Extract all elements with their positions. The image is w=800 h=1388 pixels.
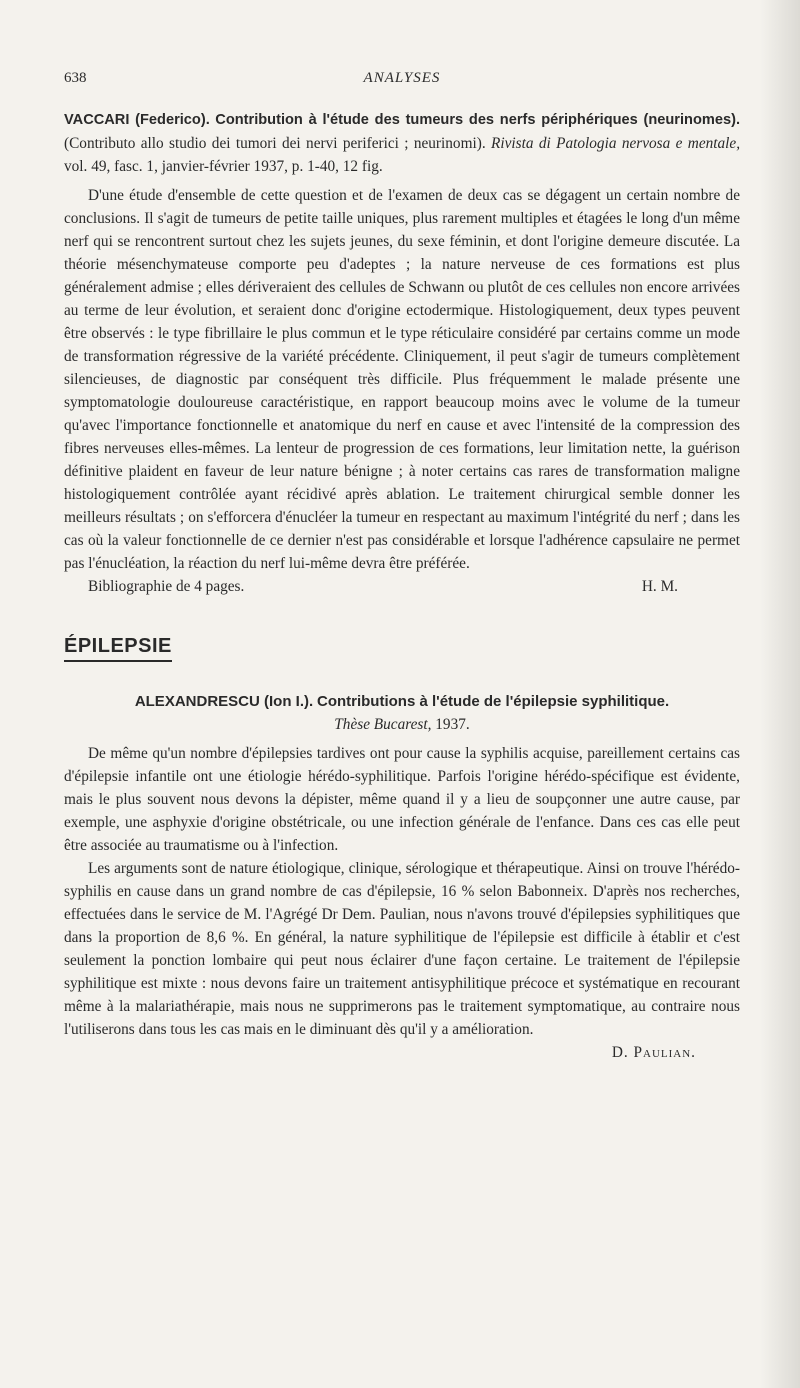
article2-heading — [64, 690, 740, 736]
article2-source: Thèse Bucarest, — [334, 716, 432, 733]
article1-journal: Rivista di Patologia nervosa e mentale, — [491, 135, 741, 152]
running-title: ANALYSES — [363, 70, 441, 86]
article2-paragraph-1: De même qu'un nombre d'épilepsies tardives ont pour cause la syphilis acquise, pareillement certains cas d'épilepsie infantile ont une étiologie hérédo-syphilitique. Parfois l'origine hérédo-spécifique est évidente, mais le plus souvent nous devons la dépister, même quand il y a lieu de soupçonner une autre cause, par exemple, une asphyxie d'origine obstétricale, ou une infection générale de l'enfance. Dans ces cas elle peut être associée au traumatisme ou à l'infection. — [64, 745, 740, 854]
page-header — [64, 70, 740, 98]
article1-bibliography: Bibliographie de 4 pages. — [88, 578, 245, 595]
article2-signature: D. Paulian. — [611, 1044, 696, 1061]
article1-original-title: (Contributo allo studio dei tumori dei nervi periferici ; neurinomi). — [64, 135, 486, 152]
article1-author: VACCARI (Federico). — [64, 112, 210, 128]
page-number: 638 — [64, 70, 87, 86]
article1-title: Contribution à l'étude des tumeurs des nerfs périphériques (neurinomes). — [215, 112, 740, 128]
article2-title: Contributions à l'étude de l'épilepsie syphilitique. — [316, 693, 670, 710]
article1-citation: vol. 49, fasc. 1, janvier-février 1937, p. 1-40, 12 fig. — [64, 158, 383, 175]
document-page — [64, 70, 740, 1064]
article1-signature: H. M. — [641, 578, 678, 595]
article1-body: D'une étude d'ensemble de cette question et de l'examen de deux cas se dégagent un certain nombre de conclusions. Il s'agit de tumeurs de petite taille uniques, plus rarement multiples et étagées le long d'un même nerf qui se rencontrent surtout chez les sujets jeunes, du sexe féminin, et dont l'origine demeure discutée. La théorie mésenchymateuse comporte peu d'adeptes ; la nature nerveuse de ces formations est plus généralement admise ; elles dériveraient des cellules de Schwann ou plutôt de ces cellules non encore arrivées au terme de leur évolution, et seraient donc d'origine ectodermique. Histologiquement, deux types peuvent être observés : le type fibrillaire le plus commun et le type réticulaire considéré par certains comme un mode de transformation régressive de la variété précédente. Cliniquement, il peut s'agir de tumeurs complètement silencieuses, de diagnostic par conséquent très difficile. Plus fréquemment le malade présente une symptomatologie douloureuse caractéristique, en rapport beaucoup moins avec le volume de la tumeur qu'avec l'importance fonctionnelle et anatomique du nerf en cause et avec l'intensité de la compression des fibres nerveuses elles-mêmes. La lenteur de progression de ces formations, leur limitation nette, la guérison définitive plaident en faveur de leur nature bénigne ; à noter certains cas rares de transformation maligne histologiquement contrôlée ayant récidivé après ablation. Le traitement chirurgical semble donner les meilleurs résultats ; on s'efforcera d'énucléer la tumeur en respectant au maximum l'intégrité du nerf ; dans les cas où la valeur fonctionnelle de ce dernier n'est pas considérable et lorsque l'adhérence capsulaire ne permet pas l'énucléation, la réaction du nerf lui-même devra être préférée. — [64, 187, 740, 572]
article2-year: 1937. — [435, 716, 470, 733]
article2-author: ALEXANDRESCU (Ion I.). — [134, 693, 314, 710]
article1-heading — [64, 108, 740, 178]
section-title: ÉPILEPSIE — [64, 635, 172, 662]
article1-footer — [64, 575, 740, 599]
page-edge-shadow — [760, 0, 800, 1388]
article2-paragraph-2: Les arguments sont de nature étiologique, clinique, sérologique et thérapeutique. Ainsi on trouve l'hérédo-syphilis en cause dans un grand nombre de cas d'épilepsie, 16 % selon Babonneix. D'après nos recherches, effectuées dans le service de M. l'Agrégé Dr Dem. Paulian, nous n'avons trouvé d'épilepsies syphilitiques que dans la proportion de 8,6 %. En général, la nature syphilitique de l'épilepsie est difficile à établir et c'est seulement la ponction lombaire qui peut nous éclairer d'une façon certaine. Le traitement de l'épilepsie syphilitique est mixte : nous devons faire un traitement antisyphilitique précoce et systématique en recourant même à la malariathérapie, mais nous ne supprimerons pas le traitement symptomatique, au contraire nous l'utiliserons dans tous les cas mais en le diminuant dès qu'il y a amélioration. — [64, 860, 740, 1038]
